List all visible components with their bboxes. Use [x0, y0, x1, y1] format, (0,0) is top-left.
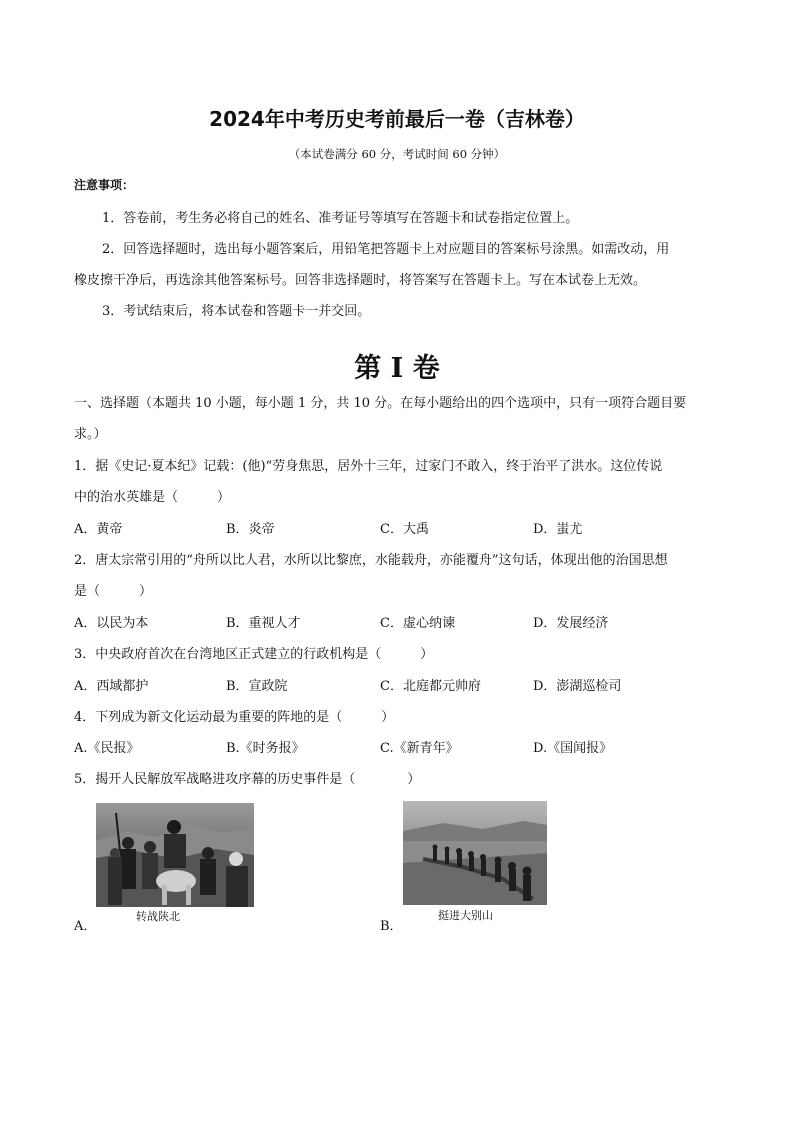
q1-option-c: C．大禹 — [380, 522, 429, 537]
q5-option-b-letter: B． — [380, 919, 403, 934]
q1-option-a: A．黄帝 — [74, 522, 123, 537]
q2-option-d: D．发展经济 — [533, 616, 609, 631]
q4-option-d: D.《国闻报》 — [533, 741, 613, 756]
question-1-stem-cont: 中的治水英雄是（ ） — [74, 490, 231, 505]
notice-line-3: 橡皮擦干净后，再选涂其他答案标号。回答非选择题时，将答案写在答题卡上。写在本试卷上无效。 — [74, 273, 647, 288]
photo-option-b — [403, 801, 547, 905]
q5-option-b-caption: 挺进大别山 — [438, 909, 493, 922]
section-title: 第 I 卷 — [354, 353, 440, 384]
q2-option-c: C．虚心纳谏 — [380, 616, 455, 631]
notice-heading: 注意事项： — [74, 178, 135, 192]
q1-option-d: D．蚩尤 — [533, 522, 583, 537]
notice-line-4: 3．考试结束后，将本试卷和答题卡一并交回。 — [102, 304, 371, 319]
section-intro-cont: 求。） — [74, 427, 107, 442]
q4-option-b: B.《时务报》 — [226, 741, 305, 756]
photo-option-a — [96, 803, 254, 907]
q1-option-b: B．炎帝 — [226, 522, 275, 537]
question-4-stem: 4．下列成为新文化运动最为重要的阵地的是（ ） — [74, 710, 395, 725]
exam-info: （本试卷满分 60 分，考试时间 60 分钟） — [288, 147, 506, 161]
q5-option-a-letter: A． — [74, 919, 97, 934]
q4-option-c: C.《新青年》 — [380, 741, 459, 756]
q2-option-b: B．重视人才 — [226, 616, 301, 631]
question-3-stem: 3．中央政府首次在台湾地区正式建立的行政机构是（ ） — [74, 647, 434, 662]
question-5-stem: 5．揭开人民解放军战略进攻序幕的历史事件是（ ） — [74, 772, 421, 787]
q3-option-a: A．西域都护 — [74, 679, 149, 694]
section-intro: 一、选择题（本题共 10 小题，每小题 1 分，共 10 分。在每小题给出的四个选项中，只有一项符合题目要 — [74, 396, 687, 411]
q3-option-c: C．北庭都元帅府 — [380, 679, 481, 694]
notice-line-2: 2．回答选择题时，选出每小题答案后，用铅笔把答题卡上对应题目的答案标号涂黑。如需改动，用 — [102, 242, 670, 257]
page-title: 2024年中考历史考前最后一卷（吉林卷） — [209, 107, 585, 131]
question-2-stem: 2．唐太宗常引用的“舟所以比人君，水所以比黎庶，水能载舟，亦能覆舟”这句话，体现出他的治国思想 — [74, 553, 668, 568]
question-2-stem-cont: 是（ ） — [74, 584, 153, 599]
q4-option-a: A.《民报》 — [74, 741, 140, 756]
question-1-stem: 1．据《史记·夏本纪》记载：(他)“劳身焦思，居外十三年，过家门不敢入，终于治平了洪水。这位传说 — [74, 459, 663, 474]
q3-option-d: D．澎湖巡检司 — [533, 679, 622, 694]
notice-line-1: 1．答卷前，考生务必将自己的姓名、准考证号等填写在答题卡和试卷指定位置上。 — [102, 211, 579, 226]
q3-option-b: B．宣政院 — [226, 679, 288, 694]
q2-option-a: A．以民为本 — [74, 616, 149, 631]
q5-option-a-caption: 转战陕北 — [136, 910, 180, 923]
